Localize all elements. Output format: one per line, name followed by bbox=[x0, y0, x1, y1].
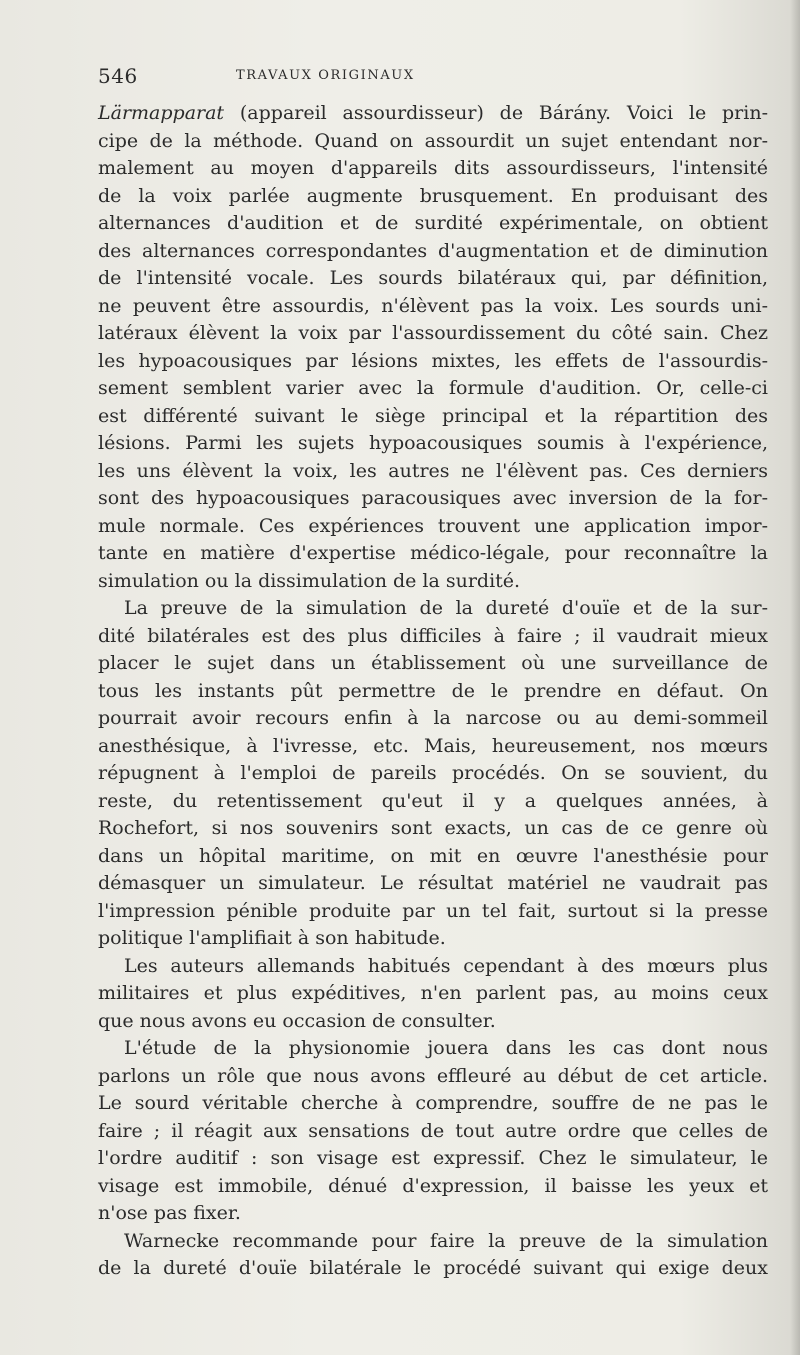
text-line: politique l'amplifiait à son habitude. bbox=[98, 927, 446, 949]
text-line: des alternances correspondantes d'augmentation et de diminution bbox=[98, 239, 768, 262]
text-line bbox=[98, 100, 768, 128]
italic-term: Lärmapparat bbox=[98, 102, 225, 124]
text-line: tante en matière d'expertise médico-légale, pour reconnaître la bbox=[98, 542, 768, 564]
text-line: militaires et plus expéditives, n'en parlent pas, au moins ceux bbox=[98, 982, 768, 1004]
text-line: Le sourd véritable cherche à comprendre, souffre de ne pas le bbox=[98, 1092, 768, 1114]
text-line-rest: (appareil assourdisseur) de Bárány. Voici le prin- bbox=[224, 102, 768, 124]
text-line: lésions. Parmi les sujets hypoacousiques soumis à l'expérience, bbox=[98, 432, 768, 454]
text-line: sont des hypoacousiques paracousiques avec inversion de la for- bbox=[98, 487, 768, 509]
text-line: dans un hôpital maritime, on mit en œuvre l'anesthésie pour bbox=[98, 844, 768, 867]
text-line: de l'intensité vocale. Les sourds bilatéraux qui, par définition, bbox=[98, 267, 768, 289]
text-line: reste, du retentissement qu'eut il y a quelques années, à bbox=[98, 789, 768, 812]
text-line: Les auteurs allemands habitués cependant à des mœurs plus bbox=[124, 954, 768, 977]
text-line: malement au moyen d'appareils dits assourdisseurs, l'intensité bbox=[98, 157, 768, 179]
text-line: Rochefort, si nos souvenirs sont exacts, un cas de ce genre où bbox=[98, 817, 768, 839]
body-text bbox=[98, 100, 768, 1283]
text-line: dité bilatérales est des plus difficiles à faire ; il vaudrait mieux bbox=[98, 624, 768, 647]
text-line: anesthésique, à l'ivresse, etc. Mais, heureusement, nos mœurs bbox=[98, 734, 768, 757]
text-line: de la voix parlée augmente brusquement. En produisant des bbox=[98, 184, 768, 207]
text-line: de la dureté d'ouïe bilatérale le procédé suivant qui exige deux bbox=[98, 1257, 768, 1279]
text-line: placer le sujet dans un établissement où une surveillance de bbox=[98, 652, 768, 674]
text-line: alternances d'audition et de surdité expérimentale, on obtient bbox=[98, 212, 768, 234]
text-line: n'ose pas fixer. bbox=[98, 1202, 241, 1224]
text-line: les uns élèvent la voix, les autres ne l'élèvent pas. Ces derniers bbox=[98, 459, 768, 482]
text-line: cipe de la méthode. Quand on assourdit un sujet entendant nor- bbox=[98, 129, 768, 152]
text-line: L'étude de la physionomie jouera dans les cas dont nous bbox=[124, 1037, 768, 1059]
page-header bbox=[98, 64, 768, 92]
running-head: TRAVAUX ORIGINAUX bbox=[236, 68, 415, 83]
text-line: tous les instants pût permettre de le prendre en défaut. On bbox=[98, 679, 768, 702]
text-line: pourrait avoir recours enfin à la narcose ou au demi-sommeil bbox=[98, 707, 768, 729]
text-line: sement semblent varier avec la formule d'audition. Or, celle-ci bbox=[98, 377, 768, 399]
text-line: parlons un rôle que nous avons effleuré au début de cet article. bbox=[98, 1064, 768, 1087]
text-line: répugnent à l'emploi de pareils procédés. On se souvient, du bbox=[98, 762, 768, 784]
text-line: démasquer un simulateur. Le résultat matériel ne vaudrait pas bbox=[98, 872, 768, 894]
page-edge-shadow bbox=[790, 0, 800, 1355]
text-line: l'impression pénible produite par un tel fait, surtout si la presse bbox=[98, 899, 768, 922]
text-line: simulation ou la dissimulation de la surdité. bbox=[98, 569, 521, 592]
text-line: est différenté suivant le siège principal et la répartition des bbox=[98, 404, 768, 427]
text-line: faire ; il réagit aux sensations de tout autre ordre que celles de bbox=[98, 1119, 768, 1142]
text-line: latéraux élèvent la voix par l'assourdissement du côté sain. Chez bbox=[98, 322, 768, 344]
text-line: La preuve de la simulation de la dureté d'ouïe et de la sur- bbox=[124, 597, 768, 619]
text-line: l'ordre auditif : son visage est expressif. Chez le simulateur, le bbox=[98, 1147, 768, 1169]
text-line: que nous avons eu occasion de consulter. bbox=[98, 1009, 496, 1032]
text-line: mule normale. Ces expériences trouvent une application impor- bbox=[98, 514, 768, 537]
text-line: ne peuvent être assourdis, n'élèvent pas la voix. Les sourds uni- bbox=[98, 294, 768, 317]
text-line: visage est immobile, dénué d'expression, il baisse les yeux et bbox=[98, 1174, 768, 1197]
text-line: les hypoacousiques par lésions mixtes, les effets de l'assourdis- bbox=[98, 349, 768, 372]
page-number: 546 bbox=[98, 64, 138, 88]
text-line: Warnecke recommande pour faire la preuve de la simulation bbox=[124, 1229, 768, 1252]
